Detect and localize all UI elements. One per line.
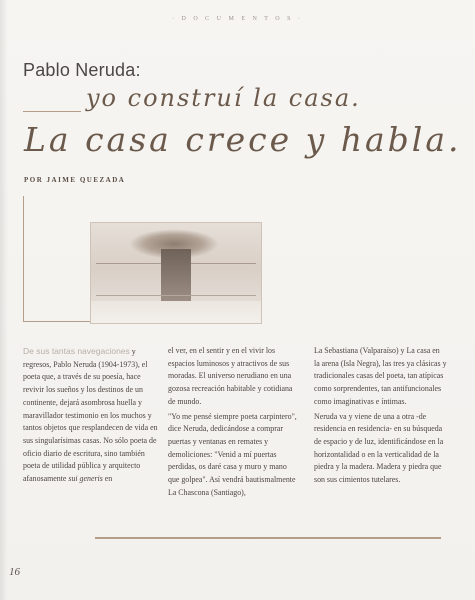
italic-term: sui generis xyxy=(68,474,103,484)
page-number: 16 xyxy=(9,566,20,578)
paragraph: Neruda va y viene de una a otra -de residencia en residencia- en su búsqueda de espacio y de luz, identificándose en la horizontalidad o en la verticalidad de la piedra y la madera. Madera y piedra que son sus cimientos tutelares. xyxy=(314,411,444,485)
text-column-1 xyxy=(23,345,158,488)
paragraph: el ver, en el sentir y en el vivir los espacios luminosos y atractivos de sus moradas. El universo nerudiano en una gozosa recreación habitable y cotidiana de mundo. xyxy=(168,346,293,406)
article-title: Pablo Neruda: xyxy=(23,60,141,80)
lead-in: De sus tantas navegaciones xyxy=(23,346,130,356)
photo-fence-lower xyxy=(96,295,256,296)
photo-ground xyxy=(91,301,261,323)
handwritten-line-1: yo construí la casa. xyxy=(86,84,361,112)
page-edge-shadow xyxy=(0,0,8,600)
photo-base-rule xyxy=(23,321,93,322)
text-column-3 xyxy=(314,345,447,489)
paragraph-text: y regresos, Pablo Neruda (1904-1973), el poeta que, a través de su poesía, hace revivir los sueños y los destinos de un continente, dejará asombrosa huella y maravillador testimonio en los muchos y tantos objetos que resplandecen de vida en sus singularísimas casas. No sólo poeta de oficio diario de escritura, sino también poeta de utilidad pública y arquitecto afanosamente xyxy=(23,347,158,484)
vertical-rule xyxy=(23,196,24,322)
paragraph: La Sebastiana (Valparaíso) y La casa en la arena (Isla Negra), las tres ya clásicas y tradicionales casas del poeta, tan atípicas como sorprendentes, tan antifuncionales como imaginativas e íntimas. xyxy=(314,346,447,406)
photo-gate-post xyxy=(161,249,191,309)
paragraph xyxy=(23,345,158,486)
text-column-2 xyxy=(168,345,298,501)
title-rule xyxy=(23,111,81,112)
paragraph-text-end: en xyxy=(104,474,113,484)
paragraph: "Yo me pensé siempre poeta carpintero", dice Neruda, dedicándose a comprar puertas y ventanas en remates y demoliciones: "Venid a mí puertas perdidas, os daré casa y muro y mano que golpea". Así vendrá bautismalmente La Chascona (Santiago), xyxy=(168,411,297,497)
handwritten-line-2: La casa crece y habla. xyxy=(24,120,462,159)
section-label: · D O C U M E N T O S · xyxy=(172,16,303,22)
house-photo xyxy=(90,222,262,324)
bottom-rule xyxy=(95,537,441,539)
byline: POR JAIME QUEZADA xyxy=(24,176,126,184)
